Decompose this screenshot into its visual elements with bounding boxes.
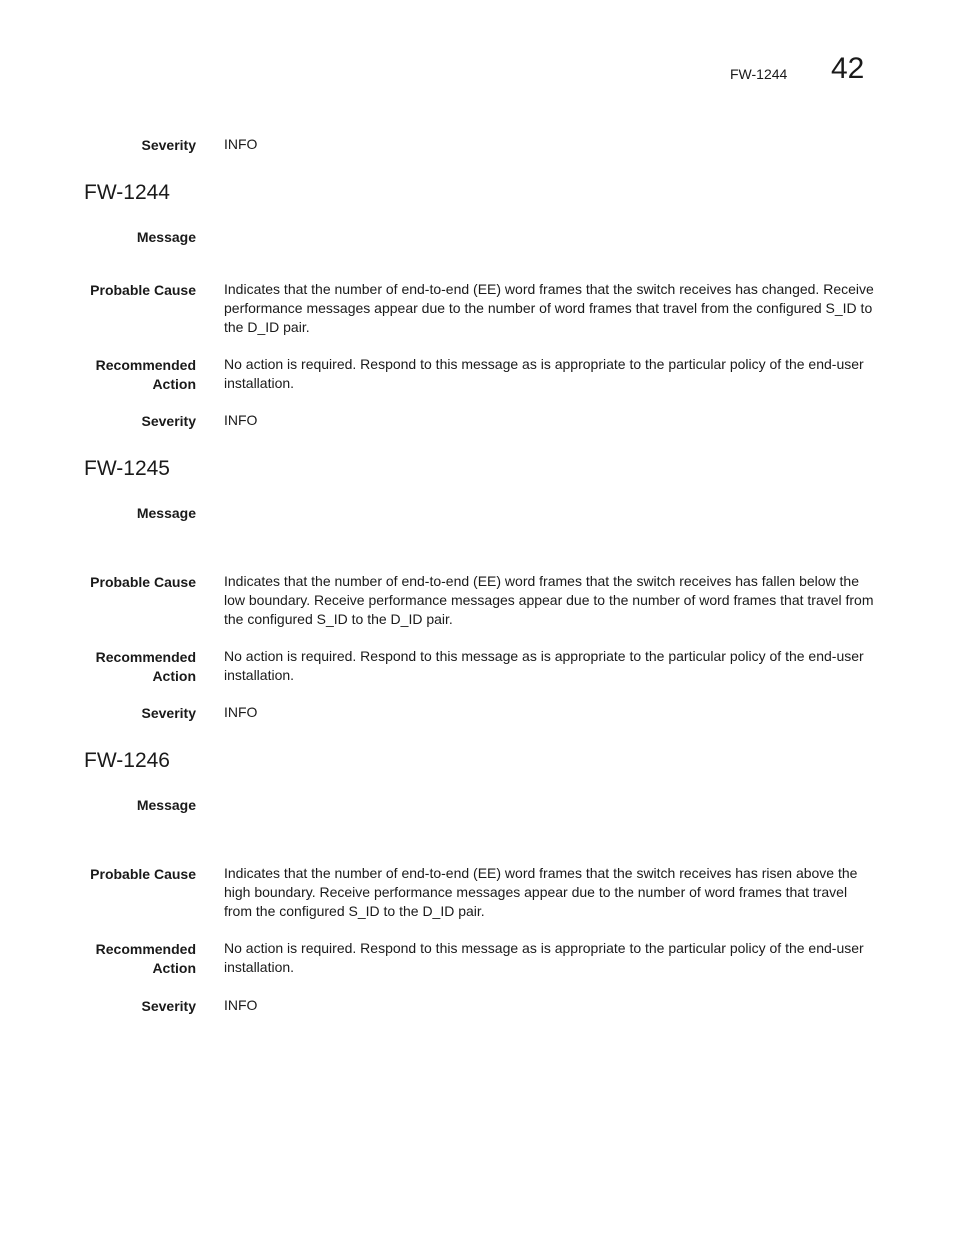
entry-title: FW-1245 — [84, 457, 170, 480]
entry-title: FW-1244 — [84, 181, 170, 204]
severity-value: INFO — [224, 997, 258, 1013]
recommended-action-label-line2: Action — [152, 668, 196, 684]
recommended-action-label — [0, 648, 196, 686]
recommended-action-label — [0, 940, 196, 978]
recommended-action-text: No action is required. Respond to this message as is appropriate to the particular policy of the end-user installation. — [224, 356, 864, 391]
probable-cause-text: Indicates that the number of end-to-end (EE) word frames that the switch receives has changed. Receive performance messages appear due to the number of word frames that travel from the configured S_ID to the D_ID pair. — [224, 281, 874, 335]
message-label: Message — [136, 229, 196, 245]
severity-value: INFO — [224, 412, 258, 428]
probable-cause-label: Probable Cause — [90, 866, 196, 882]
recommended-action-label-line2: Action — [152, 376, 196, 392]
severity-label: Severity — [141, 137, 196, 153]
severity-value: INFO — [224, 704, 258, 720]
recommended-action-label-line1: Recommended — [95, 357, 196, 373]
message-label: Message — [136, 505, 196, 521]
recommended-action-text: No action is required. Respond to this message as is appropriate to the particular policy of the end-user installation. — [224, 940, 864, 975]
chapter-number: 42 — [831, 52, 865, 85]
probable-cause-text: Indicates that the number of end-to-end (EE) word frames that the switch receives has risen above the high boundary. Receive performance messages appear due to the number of word frames that travel from the configured S_ID to the D_ID pair. — [224, 865, 858, 919]
recommended-action-label-line2: Action — [152, 960, 196, 976]
probable-cause-text: Indicates that the number of end-to-end (EE) word frames that the switch receives has fallen below the low boundary. Receive performance messages appear due to the number of word frames that travel from the configured S_ID to the D_ID pair. — [224, 573, 874, 627]
recommended-action-label — [0, 356, 196, 394]
severity-label: Severity — [141, 413, 196, 429]
recommended-action-label-line1: Recommended — [95, 649, 196, 665]
probable-cause-label: Probable Cause — [90, 574, 196, 590]
severity-label: Severity — [141, 705, 196, 721]
message-label: Message — [136, 797, 196, 813]
recommended-action-text: No action is required. Respond to this message as is appropriate to the particular policy of the end-user installation. — [224, 648, 864, 683]
severity-value: INFO — [224, 136, 258, 152]
probable-cause-label: Probable Cause — [90, 282, 196, 298]
severity-label: Severity — [141, 998, 196, 1014]
entry-title: FW-1246 — [84, 749, 170, 772]
recommended-action-label-line1: Recommended — [95, 941, 196, 957]
running-header-label: FW-1244 — [730, 66, 788, 82]
